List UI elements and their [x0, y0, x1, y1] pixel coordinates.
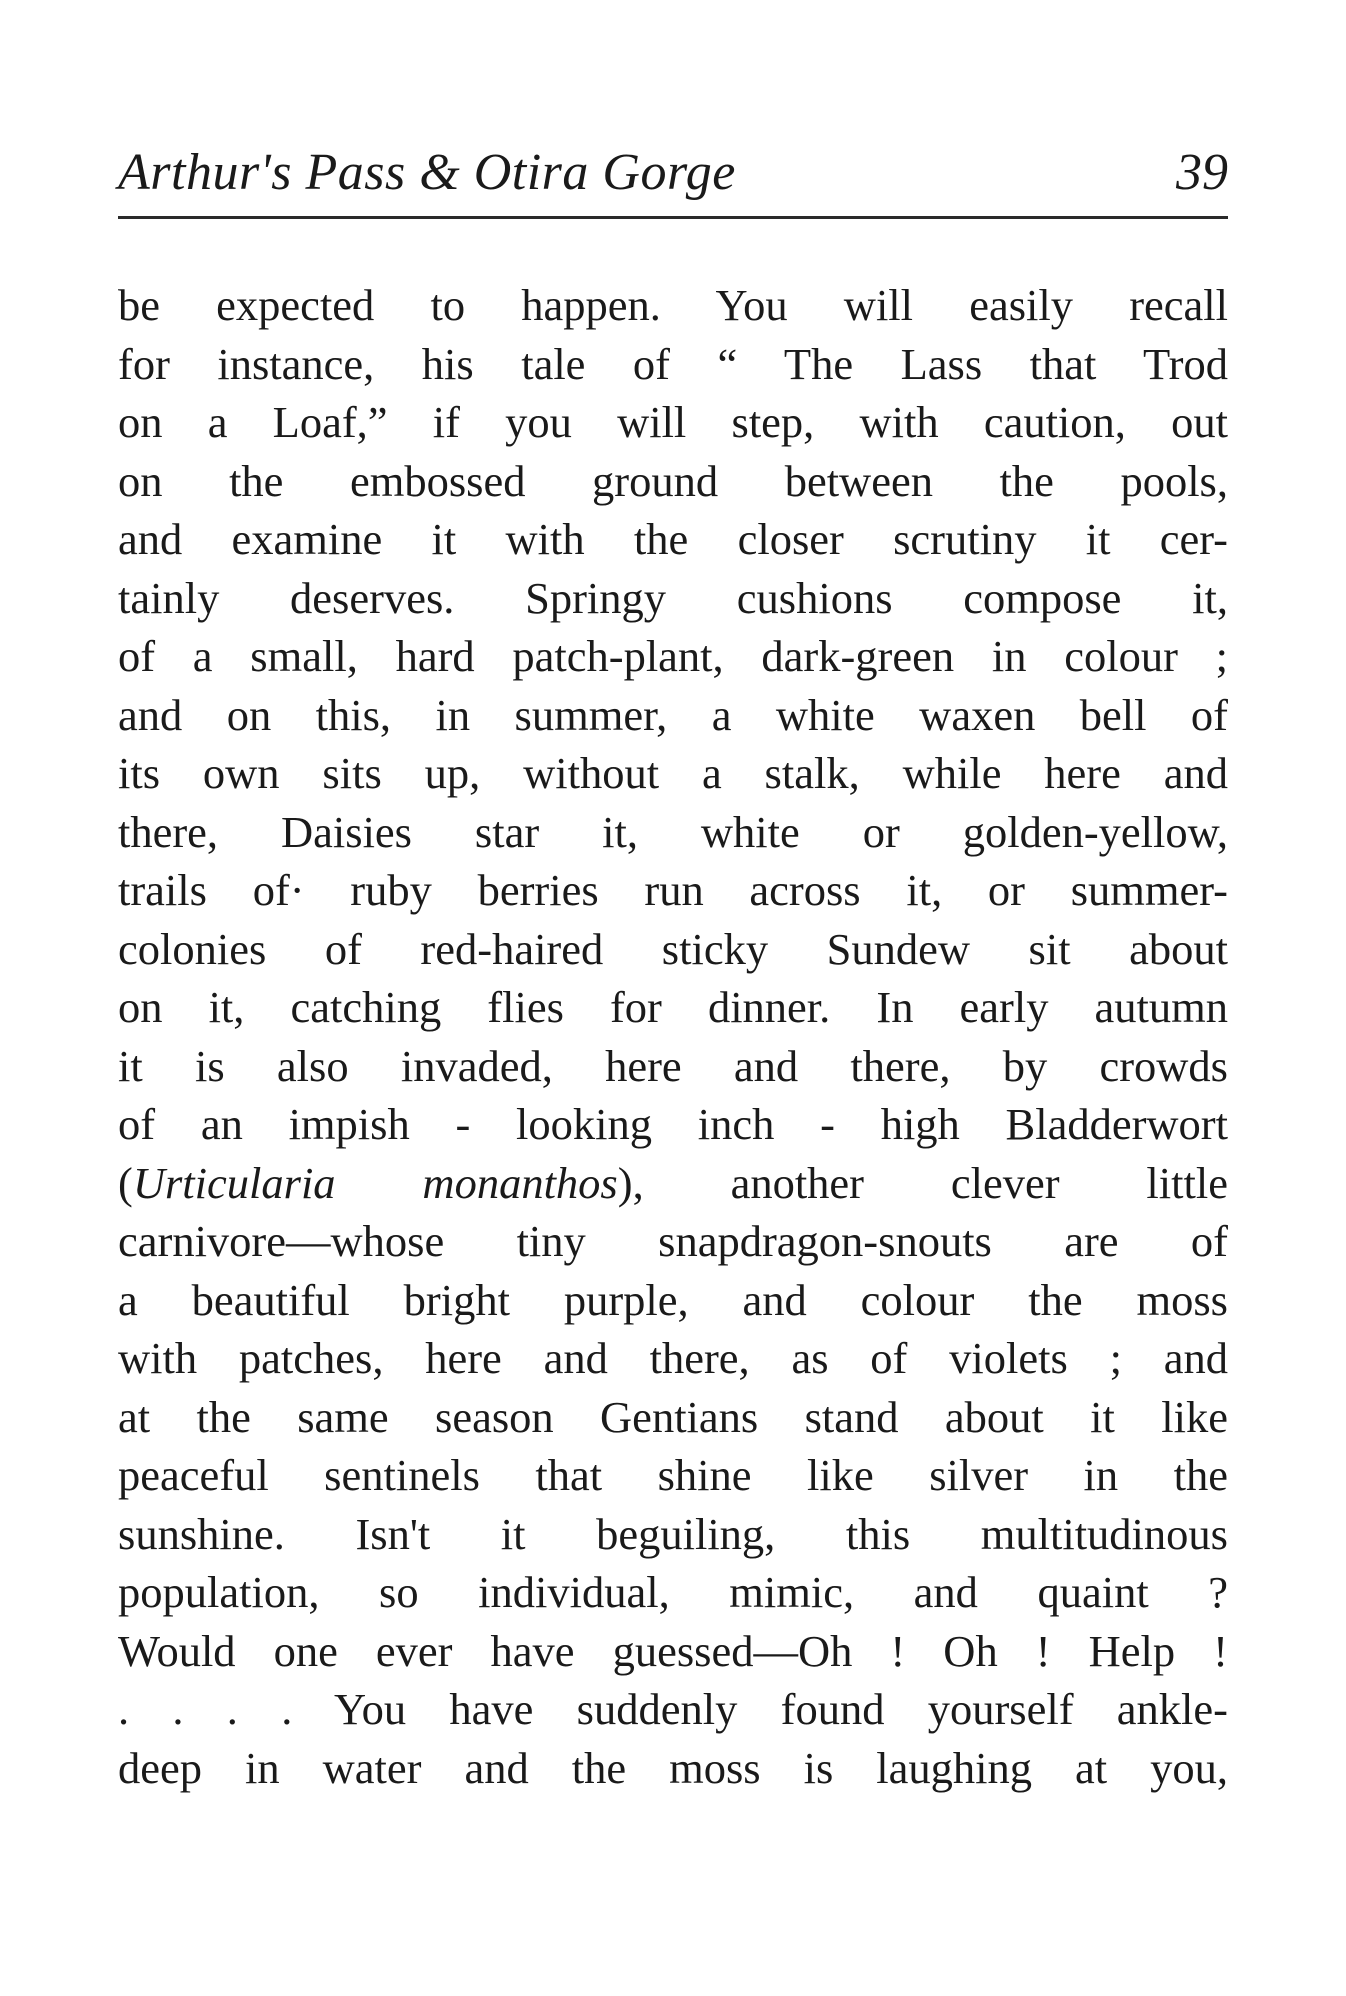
- text-line: trails of· ruby berries run across it, or summer-: [118, 865, 1228, 915]
- text-line: be expected to happen. You will easily recall: [118, 280, 1228, 330]
- text-line: and examine it with the closer scrutiny it cer-: [118, 514, 1228, 564]
- text-line: and on this, in summer, a white waxen bell of: [118, 689, 1228, 740]
- text-line: Would one ever have guessed—Oh ! Oh ! Help !: [118, 1625, 1228, 1676]
- page-number: 39: [1176, 144, 1228, 201]
- text-line: at the same season Gentians stand about it like: [118, 1391, 1228, 1442]
- text-line: of an impish - looking inch - high Bladderwort: [118, 1099, 1228, 1149]
- text-line: carnivore—whose tiny snapdragon-snouts are of: [118, 1216, 1228, 1266]
- text-line: population, so individual, mimic, and quaint ?: [118, 1567, 1228, 1617]
- text-line: on a Loaf,” if you will step, with caution, out: [118, 397, 1228, 447]
- text-line: for instance, his tale of “ The Lass that Trod: [118, 338, 1228, 389]
- text-line: its own sits up, without a stalk, while here and: [118, 748, 1228, 798]
- text-line: colonies of red-haired sticky Sundew sit about: [118, 923, 1228, 974]
- text-line: tainly deserves. Springy cushions compose it,: [118, 572, 1228, 623]
- text-line: with patches, here and there, as of violets ; and: [118, 1333, 1228, 1383]
- header-rule: [118, 216, 1228, 219]
- text-line: deep in water and the moss is laughing at you,: [118, 1742, 1228, 1793]
- text-line: . . . . You have suddenly found yourself ankle-: [118, 1684, 1228, 1734]
- text-line: of a small, hard patch-plant, dark-green in colour ;: [118, 631, 1228, 681]
- text-line: it is also invaded, here and there, by crowds: [118, 1040, 1228, 1091]
- text-line: a beautiful bright purple, and colour the moss: [118, 1274, 1228, 1325]
- running-title: Arthur's Pass & Otira Gorge: [118, 144, 736, 201]
- text-line: there, Daisies star it, white or golden-yellow,: [118, 806, 1228, 857]
- text-line: on the embossed ground between the pools,: [118, 455, 1228, 506]
- text-line: peaceful sentinels that shine like silver in the: [118, 1450, 1228, 1500]
- running-head: [118, 138, 1228, 208]
- text-line: (Urticularia monanthos), another clever little: [118, 1157, 1228, 1208]
- text-line: on it, catching flies for dinner. In early autumn: [118, 982, 1228, 1032]
- text-line: sunshine. Isn't it beguiling, this multitudinous: [118, 1508, 1228, 1559]
- body-text: [118, 276, 1228, 1797]
